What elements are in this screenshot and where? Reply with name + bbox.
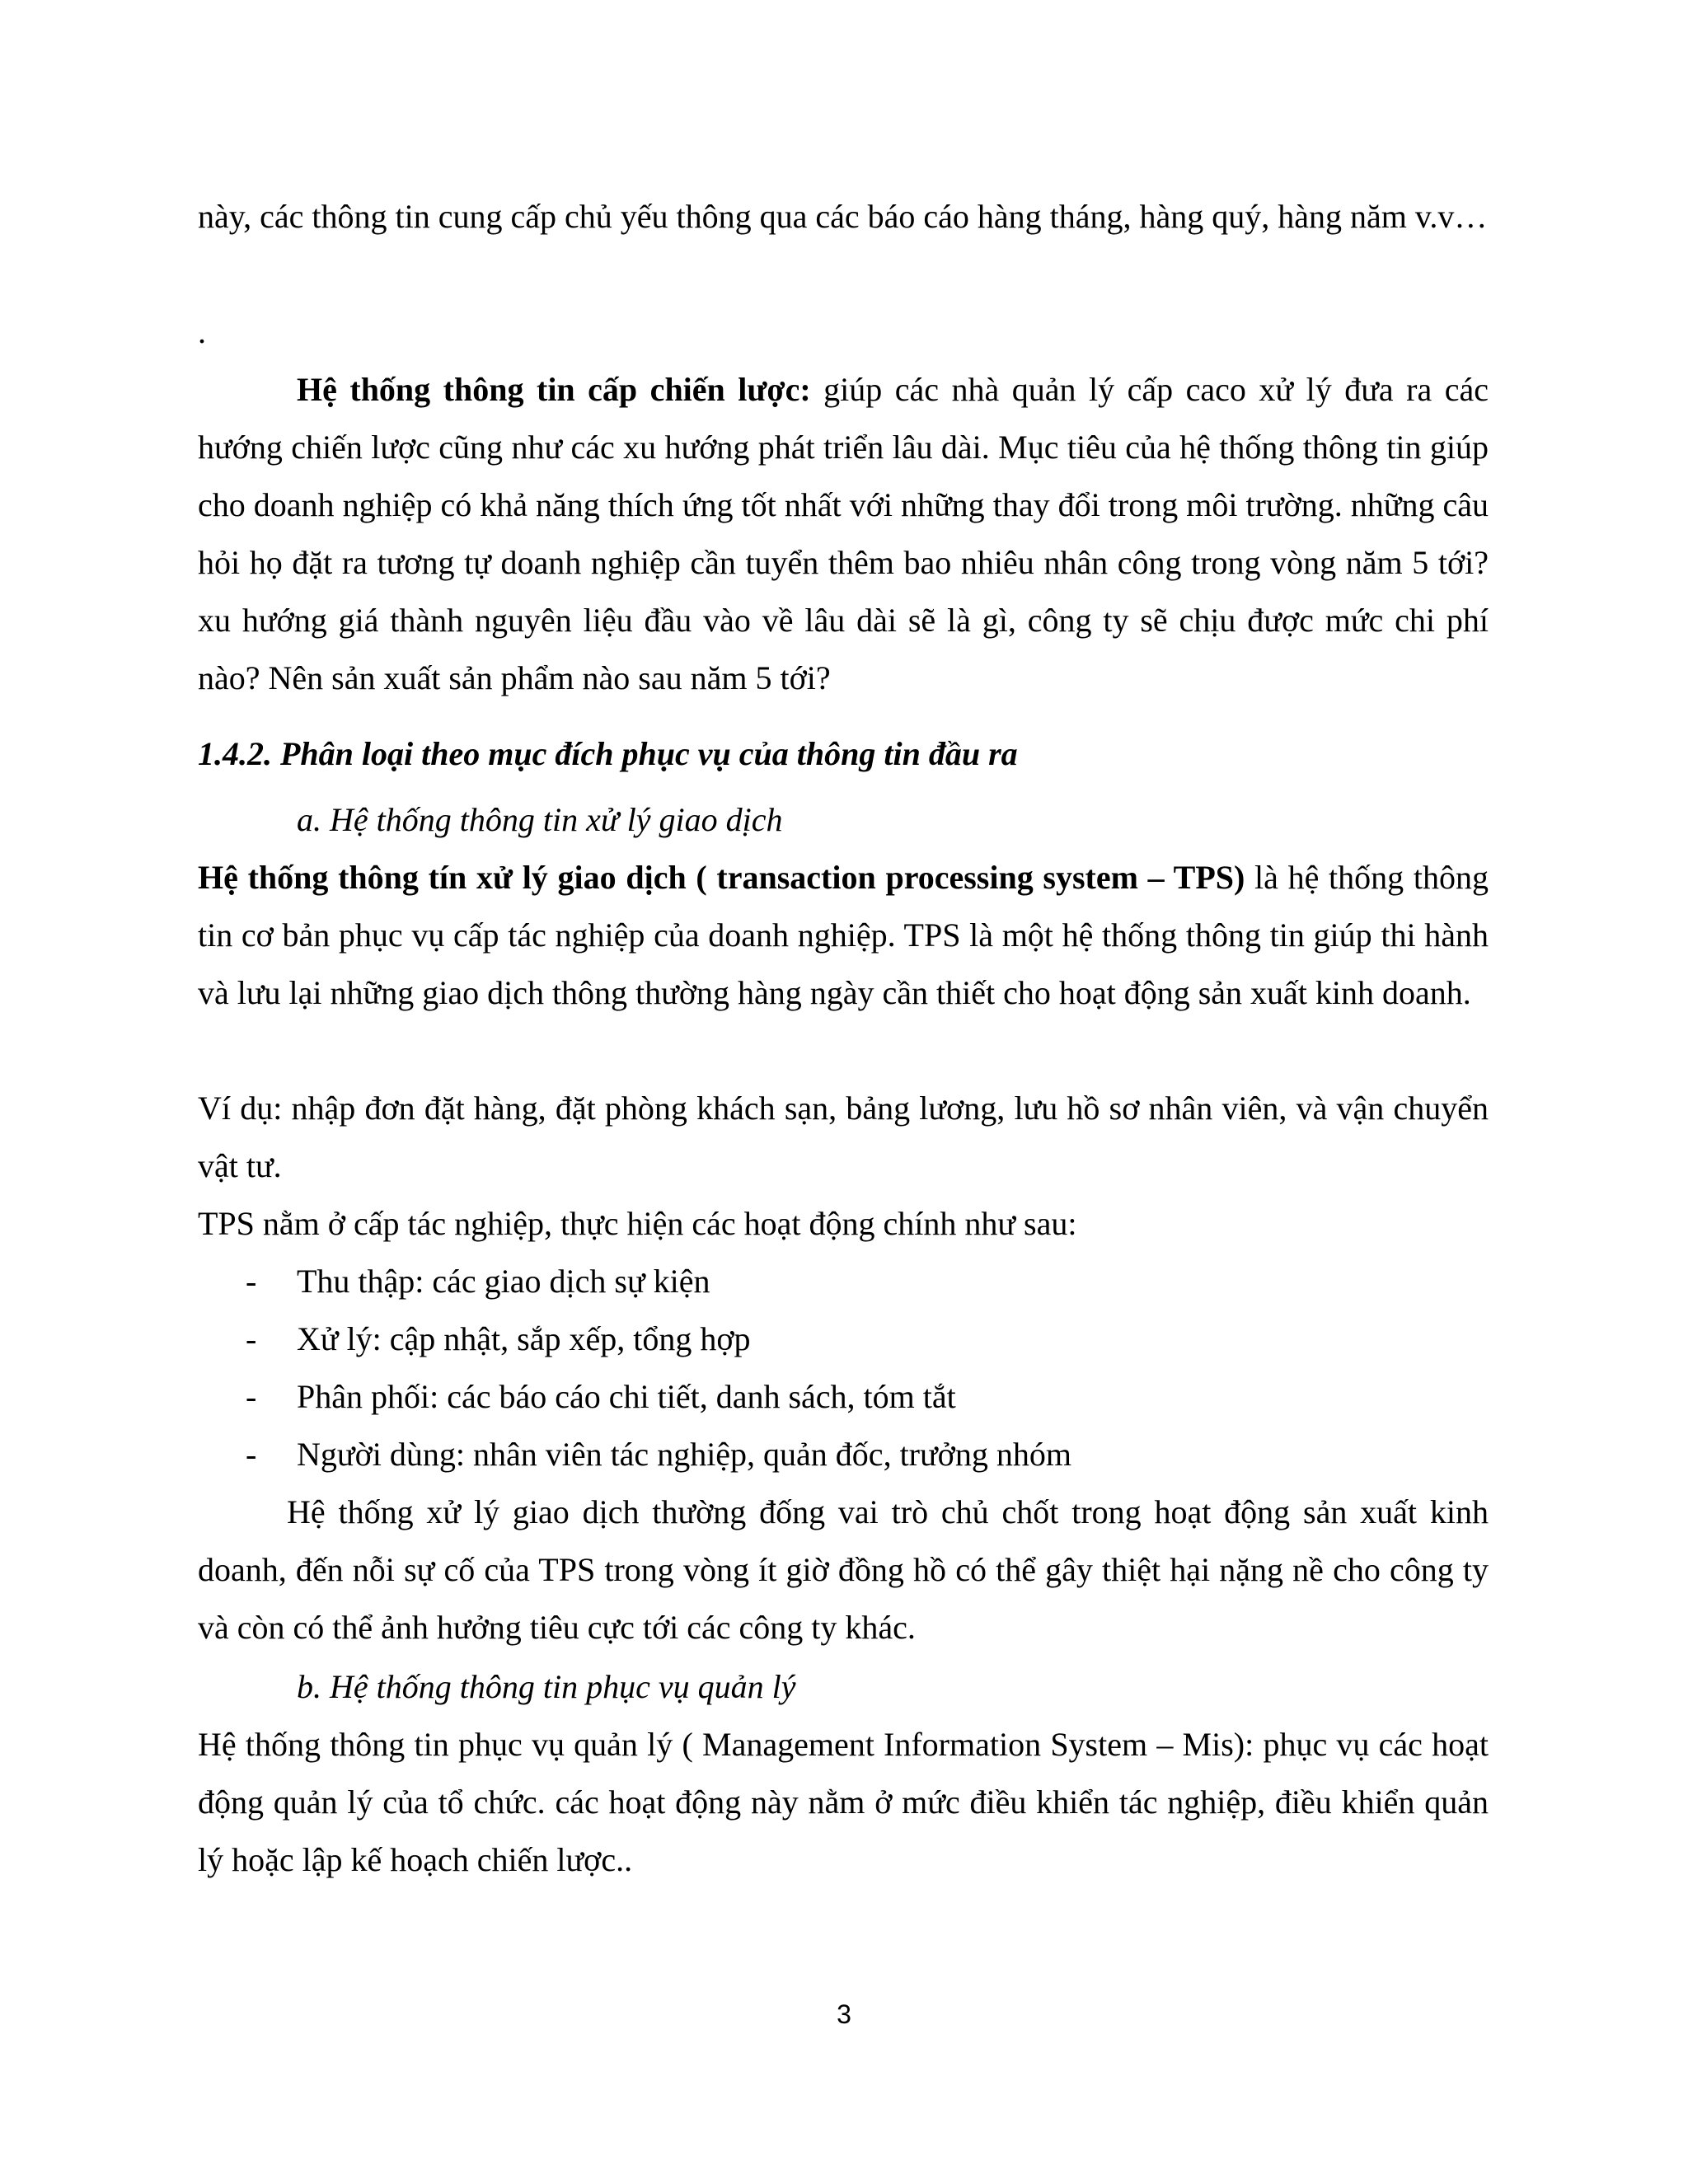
stray-dot: . — [198, 313, 206, 350]
tps-activities-list — [198, 1253, 1489, 1483]
tps-text: là hệ thống thông tin cơ bản phục vụ cấp tác nghiệp của doanh nghiệp. TPS là một hệ thống thông tin giúp thi hành và lưu lại những giao dịch thông thường hàng ngày cần thiết cho hoạt động sản xuất kinh doanh. — [198, 859, 1489, 1011]
bullet-dash: - — [246, 1263, 257, 1300]
intro-paragraph-end: này, các thông tin cung cấp chủ yếu thông qua các báo cáo hàng tháng, hàng quý, hàng năm v.v… — [198, 198, 1488, 235]
subheading-tps: a. Hệ thống thông tin xử lý giao dịch — [297, 801, 783, 838]
list-item-text: Người dùng: nhân viên tác nghiệp, quản đốc, trưởng nhóm — [297, 1436, 1071, 1473]
page-number: 3 — [837, 1999, 851, 2029]
strategic-label: Hệ thống thông tin cấp chiến lược: — [297, 371, 811, 408]
list-item — [198, 1368, 1489, 1426]
list-item — [198, 1426, 1489, 1483]
strategic-paragraph — [198, 361, 1489, 707]
mis-paragraph: Hệ thống thông tin phục vụ quản lý ( Management Information System – Mis): phục vụ các hoạt động quản lý của tổ chức. các hoạt động này nằm ở mức điều khiển tác nghiệp, điều khiển quản lý hoặc lập kế hoạch chiến lược.. — [198, 1726, 1489, 1878]
list-item — [198, 1253, 1489, 1310]
tps-activities-intro: TPS nằm ở cấp tác nghiệp, thực hiện các hoạt động chính như sau: — [198, 1205, 1077, 1242]
list-item — [198, 1310, 1489, 1368]
list-item-text: Phân phối: các báo cáo chi tiết, danh sách, tóm tắt — [297, 1378, 956, 1415]
tps-label: Hệ thống thông tín xử lý giao dịch ( transaction processing system – TPS) — [198, 859, 1245, 896]
section-heading-1-4-2: 1.4.2. Phân loại theo mục đích phục vụ của thông tin đầu ra — [198, 735, 1018, 772]
bullet-dash: - — [246, 1320, 257, 1357]
tps-example: Ví dụ: nhập đơn đặt hàng, đặt phòng khách sạn, bảng lương, lưu hồ sơ nhân viên, và vận chuyển vật tư. — [198, 1090, 1489, 1184]
strategic-text: giúp các nhà quản lý cấp caco xử lý đưa ra các hướng chiến lược cũng như các xu hướng phát triển lâu dài. Mục tiêu của hệ thống thông tin giúp cho doanh nghiệp có khả năng thích ứng tốt nhất với những thay đổi trong môi trường. những câu hỏi họ đặt ra tương tự doanh nghiệp cần tuyển thêm bao nhiêu nhân công trong vòng năm 5 tới? xu hướng giá thành nguyên liệu đầu vào về lâu dài sẽ là gì, công ty sẽ chịu được mức chi phí nào? Nên sản xuất sản phẩm nào sau năm 5 tới? — [198, 371, 1489, 696]
subheading-mis: b. Hệ thống thông tin phục vụ quản lý — [297, 1668, 796, 1705]
list-item-text: Xử lý: cập nhật, sắp xếp, tổng hợp — [297, 1320, 751, 1357]
bullet-dash: - — [246, 1436, 257, 1473]
list-item-text: Thu thập: các giao dịch sự kiện — [297, 1263, 710, 1300]
bullet-dash: - — [246, 1378, 257, 1415]
tps-paragraph — [198, 849, 1489, 1022]
tps-closing-paragraph: Hệ thống xử lý giao dịch thường đống vai trò chủ chốt trong hoạt động sản xuất kinh doanh, đến nỗi sự cố của TPS trong vòng ít giờ đồng hồ có thể gây thiệt hại nặng nề cho công ty và còn có thể ảnh hưởng tiêu cực tới các công ty khác. — [198, 1493, 1489, 1646]
